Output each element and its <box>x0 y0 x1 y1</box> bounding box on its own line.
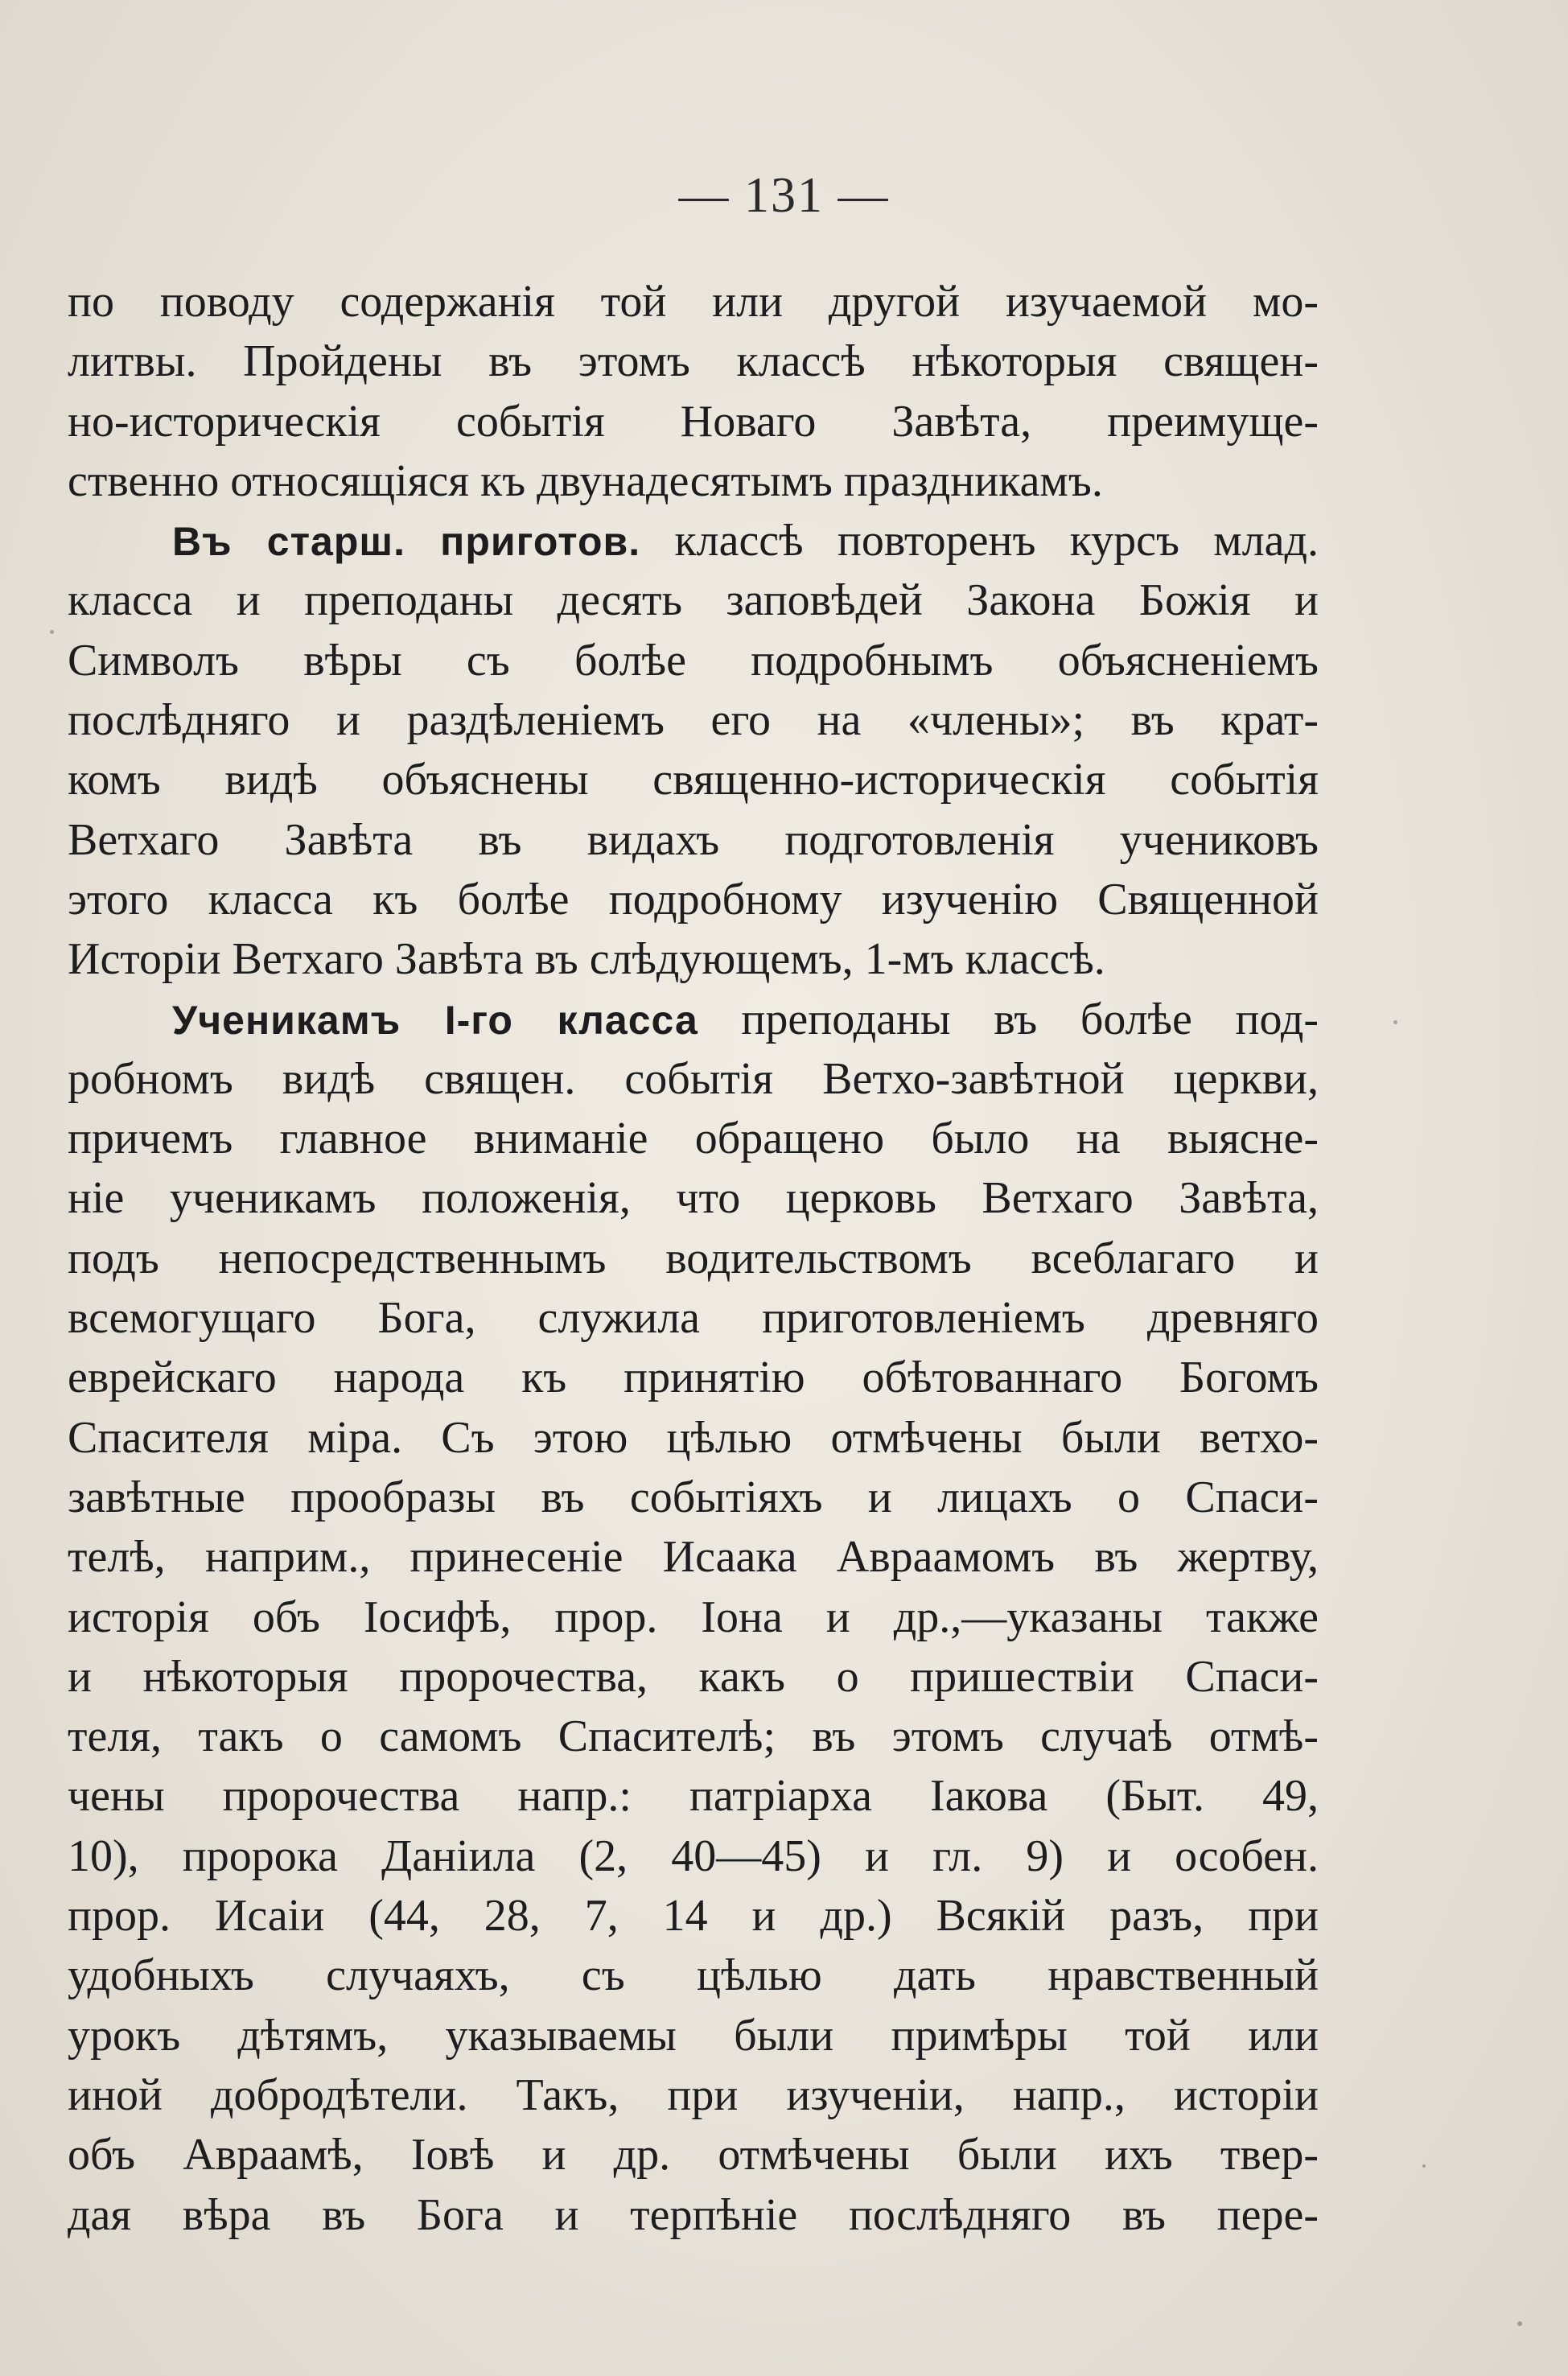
paper-speck <box>50 630 54 634</box>
paragraph-heading: Въ старш. приготов. <box>172 519 641 565</box>
text-line: робномъ видѣ священ. событія Ветхо-завѣтной церкви, <box>68 1053 1319 1104</box>
text-line: дая вѣра въ Бога и терпѣніе послѣдняго въ пере- <box>68 2189 1319 2240</box>
text-line: Исторіи Ветхаго Завѣта въ слѣдующемъ, 1-мъ классѣ. <box>68 934 1105 985</box>
text-line: чены пророчества напр.: патріарха Іакова (Быт. 49, <box>68 1771 1319 1822</box>
text-line: причемъ главное вниманіе обращено было на выясне- <box>68 1114 1319 1164</box>
text-line: литвы. Пройдены въ этомъ классѣ нѣкоторыя священ- <box>68 336 1319 387</box>
text-line: класса и преподаны десять заповѣдей Закона Божія и <box>68 575 1319 626</box>
text-line: Ветхаго Завѣта въ видахъ подготовленія учениковъ <box>68 814 1319 865</box>
text-line: урокъ дѣтямъ, указываемы были примѣры той или <box>68 2010 1319 2061</box>
text-line: и нѣкоторыя пророчества, какъ о пришествіи Спаси- <box>68 1651 1319 1702</box>
text-line: послѣдняго и раздѣленіемъ его на «члены»; въ крат- <box>68 695 1319 746</box>
text-line: но-историческія событія Новаго Завѣта, преимуще- <box>68 396 1319 447</box>
body-text <box>68 272 1319 2245</box>
text-line: комъ видѣ объяснены священно-историческія событія <box>68 755 1319 805</box>
text-line: этого класса къ болѣе подробному изученію Священной <box>68 874 1319 924</box>
text-line: исторія объ Іосифѣ, прор. Іона и др.,—указаны также <box>68 1592 1319 1642</box>
text-line: Символъ вѣры съ болѣе подробнымъ объясненіемъ <box>68 635 1319 686</box>
text-line: объ Авраамѣ, Іовѣ и др. отмѣчены были ихъ твер- <box>68 2130 1319 2180</box>
paper-speck <box>1422 2164 1426 2168</box>
paper-speck <box>1517 2321 1522 2326</box>
text-line: прор. Исаіи (44, 28, 7, 14 и др.) Всякій разъ, при <box>68 1891 1319 1942</box>
page-number: — 131 — <box>678 168 890 223</box>
paragraph-first-line <box>68 990 1319 1049</box>
text-line: Спасителя міра. Съ этою цѣлью отмѣчены были ветхо- <box>68 1412 1319 1463</box>
text-line: подъ непосредственнымъ водительствомъ всеблагаго и <box>68 1233 1319 1283</box>
text-line: ніе ученикамъ положенія, что церковь Ветхаго Завѣта, <box>68 1173 1319 1224</box>
paragraph-heading: Ученикамъ I-го класса <box>172 997 698 1043</box>
text-line: еврейскаго народа къ принятію обѣтованнаго Богомъ <box>68 1353 1319 1403</box>
text-line: иной добродѣтели. Такъ, при изученіи, напр., исторіи <box>68 2069 1319 2120</box>
text-run: преподаны въ болѣе под- <box>741 994 1319 1044</box>
text-line: всемогущаго Бога, служила приготовленіемъ древняго <box>68 1293 1319 1344</box>
text-run: классѣ повторенъ курсъ млад. <box>674 516 1319 566</box>
paper-speck <box>1393 1020 1397 1024</box>
text-line: ственно относящіяся къ двунадесятымъ праздникамъ. <box>68 455 1103 506</box>
text-line: 10), пророка Даніила (2, 40—45) и гл. 9) и особен. <box>68 1830 1319 1881</box>
paragraph-first-line <box>68 511 1319 570</box>
text-line: по поводу содержанія той или другой изучаемой мо- <box>68 277 1319 327</box>
text-line: удобныхъ случаяхъ, съ цѣлью дать нравственный <box>68 1950 1319 2001</box>
text-line: завѣтные прообразы въ событіяхъ и лицахъ о Спаси- <box>68 1472 1319 1522</box>
text-line: теля, такъ о самомъ Спасителѣ; въ этомъ случаѣ отмѣ- <box>68 1711 1319 1762</box>
text-line: телѣ, наприм., принесеніе Исаака Авраамомъ въ жертву, <box>68 1532 1319 1583</box>
